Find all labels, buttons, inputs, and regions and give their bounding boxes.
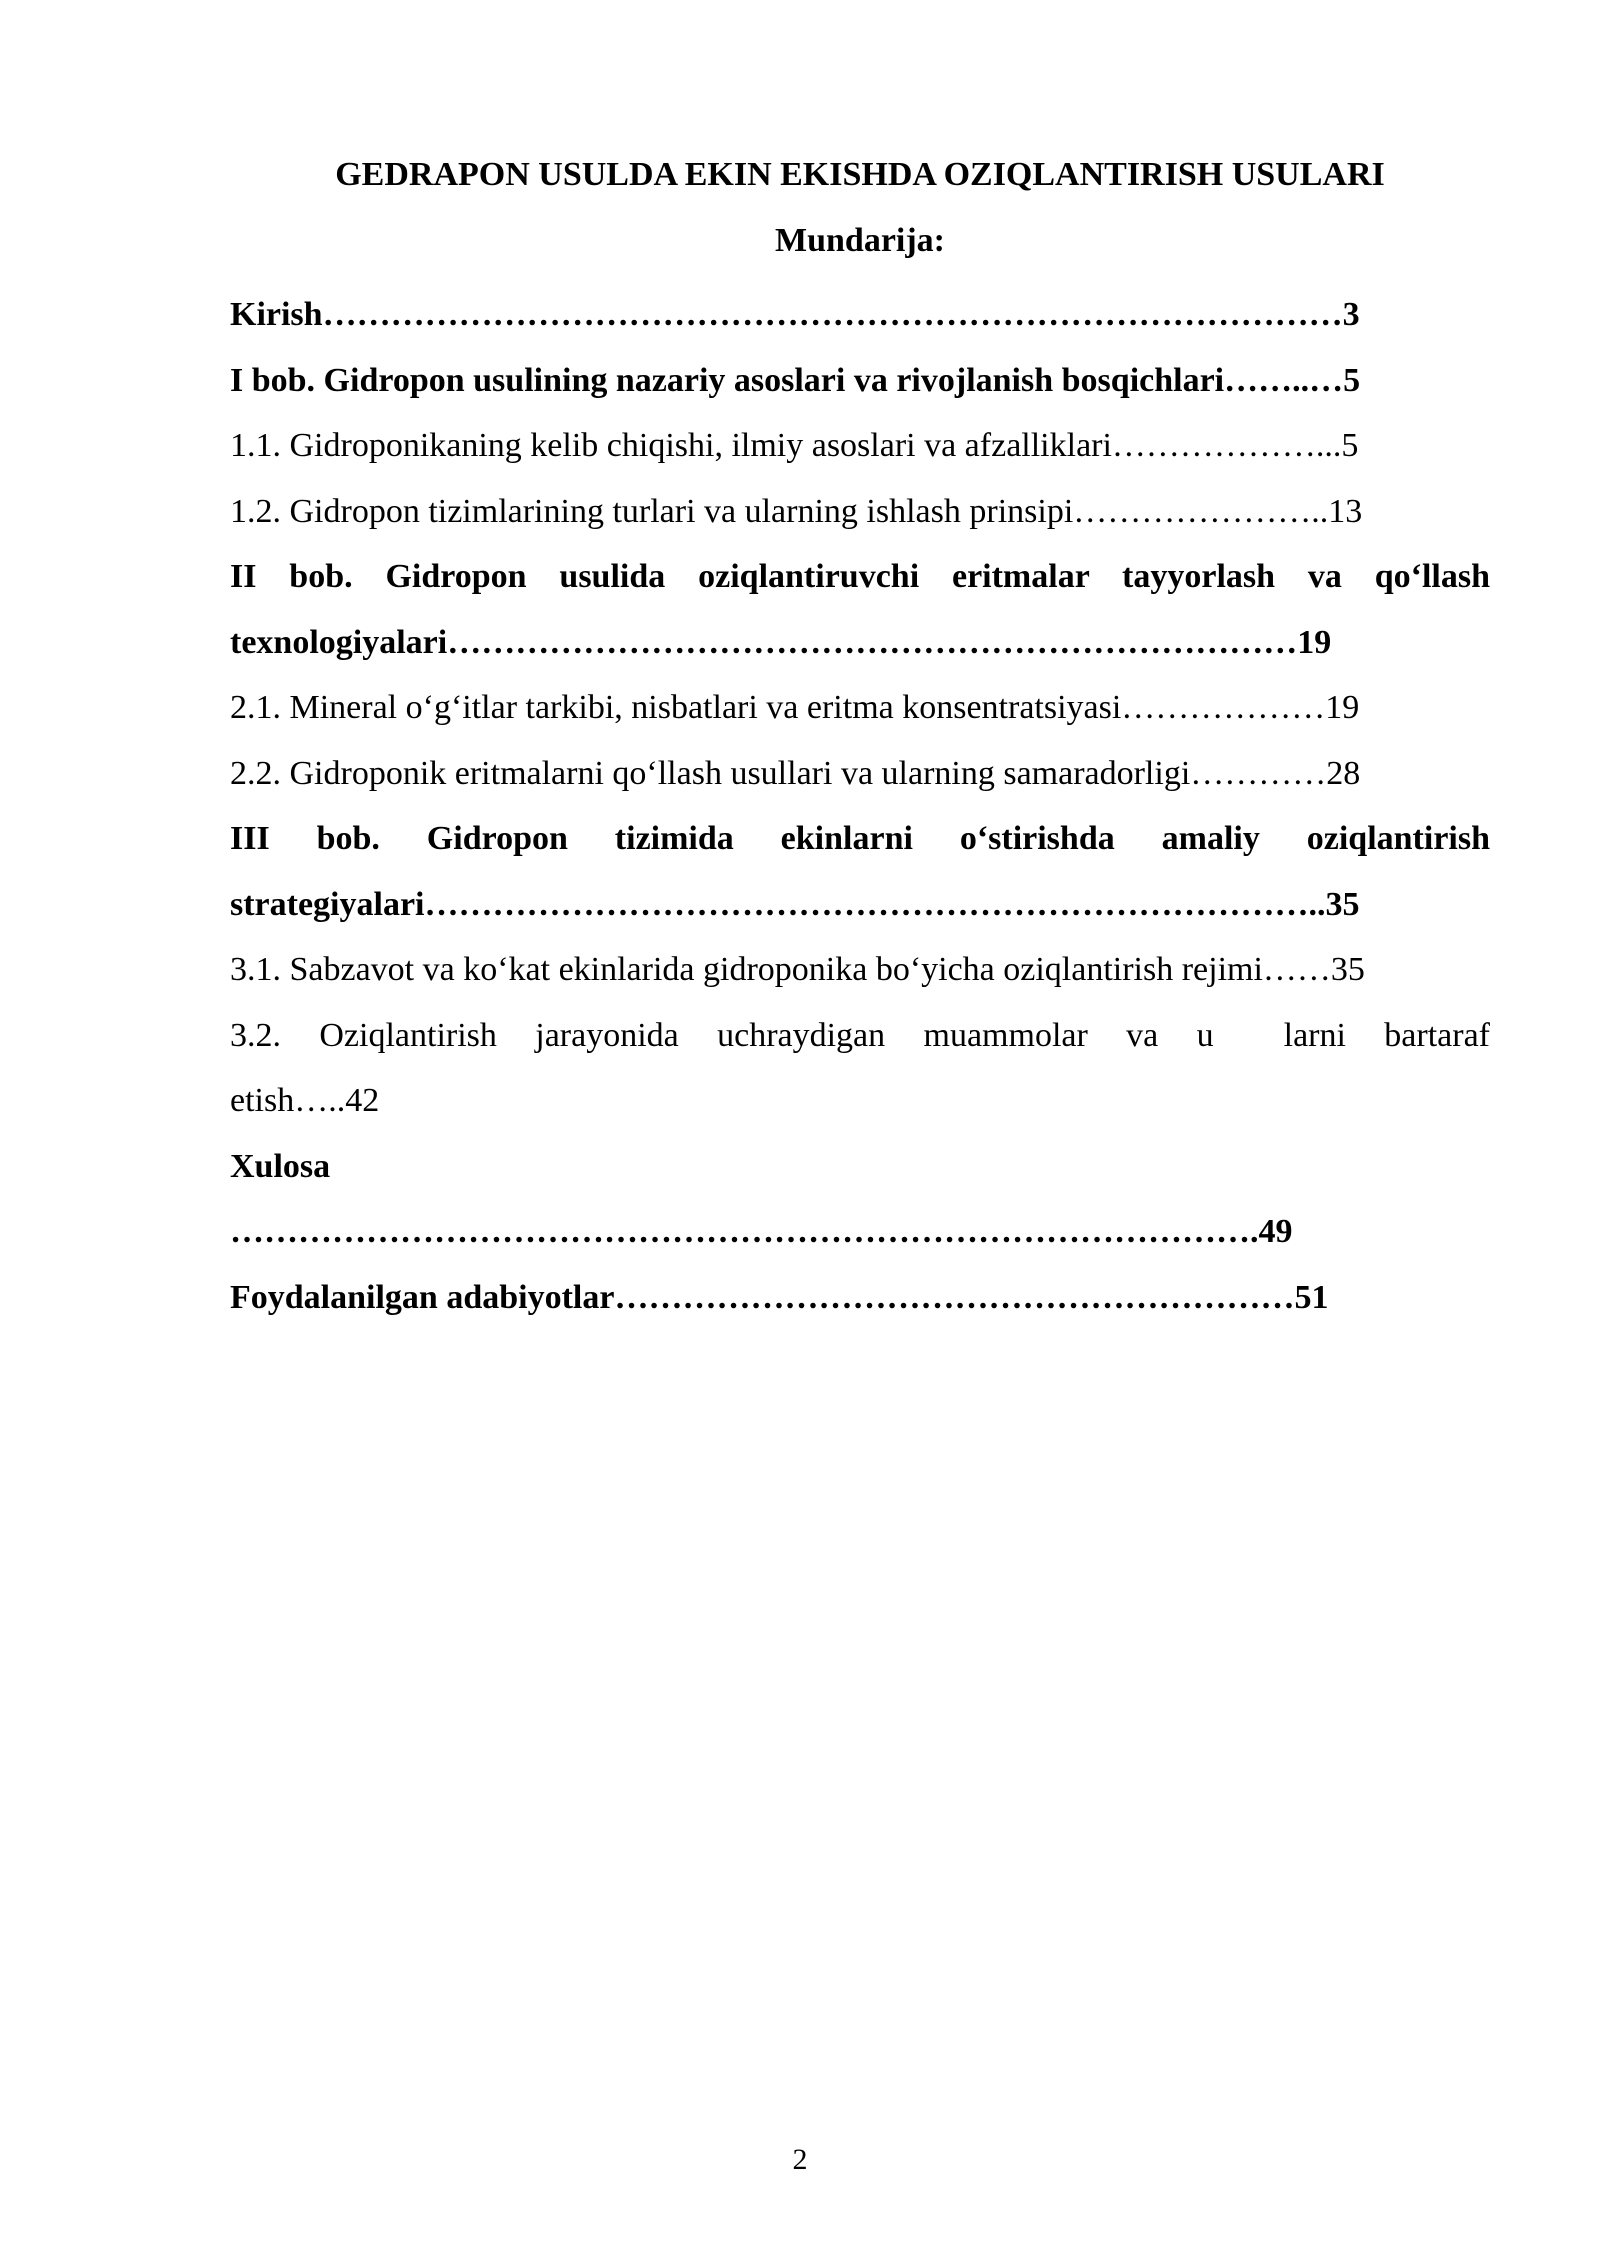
toc-entry-chapter-3-line-2[interactable]: strategiyalari……………………………………………………………………..35 [230, 885, 1360, 923]
toc-entry-section-2-2[interactable]: 2.2. Gidroponik eritmalarni qo‘llash usullari va ularning samaradorligi…………28 [230, 754, 1361, 792]
toc-entry-chapter-2-line-2[interactable]: texnologiyalari…………………………………………………………………19 [230, 623, 1332, 661]
toc-entry-chapter-1[interactable]: I bob. Gidropon usulining nazariy asoslari va rivojlanish bosqichlari……..…5 [230, 361, 1361, 399]
toc-entry-section-3-2-line-2[interactable]: etish…..42 [230, 1082, 380, 1119]
toc-entry-adabiyotlar[interactable]: Foydalanilgan adabiyotlar……………………………………………………51 [230, 1278, 1329, 1316]
toc-entry-section-1-1[interactable]: 1.1. Gidroponikaning kelib chiqishi, ilmiy asoslari va afzalliklari………………...5 [230, 427, 1359, 464]
toc-entry-section-2-1[interactable]: 2.1. Mineral o‘g‘itlar tarkibi, nisbatlari va eritma konsentratsiyasi………………19 [230, 689, 1360, 726]
page-number: 2 [792, 2143, 808, 2176]
toc-entry-section-1-2[interactable]: 1.2. Gidropon tizimlarining turlari va ularning ishlash prinsipi…………………..13 [230, 492, 1363, 530]
toc-heading: Mundarija: [775, 222, 945, 259]
table-of-contents [230, 282, 1490, 1330]
toc-entry-xulosa-label[interactable]: Xulosa [230, 1147, 331, 1185]
document-title: GEDRAPON USULDA EKIN EKISHDA OZIQLANTIRISH USULARI [335, 156, 1385, 193]
toc-entry-section-3-1[interactable]: 3.1. Sabzavot va ko‘kat ekinlarida gidroponika bo‘yicha oziqlantirish rejimi……35 [230, 951, 1365, 988]
toc-entry-section-3-2-text-a: 3.2. Oziqlantirish jarayonida uchraydigan muammolar va u [230, 1016, 1214, 1054]
toc-entry-chapter-2-line-1[interactable]: II bob. Gidropon usulida oziqlantiruvchi eritmalar tayyorlash va qo‘llash [230, 558, 1490, 595]
toc-entry-xulosa-dots[interactable]: ……………………………………………………………………………….49 [230, 1213, 1293, 1250]
toc-entry-section-3-2-text-b: larni bartaraf [1283, 1016, 1490, 1054]
toc-entry-section-3-2-line-1[interactable] [230, 1003, 1490, 1069]
toc-entry-chapter-3-line-1[interactable]: III bob. Gidropon tizimida ekinlarni o‘stirishda amaliy oziqlantirish [230, 820, 1490, 857]
toc-entry-kirish[interactable]: Kirish………………………………………………………………………………3 [230, 296, 1360, 333]
